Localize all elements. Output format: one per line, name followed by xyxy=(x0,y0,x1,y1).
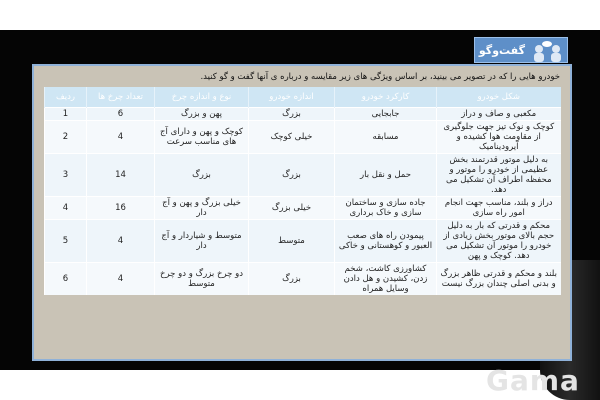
column-header: شکل خودرو xyxy=(437,87,561,107)
column-header: اندازه خودرو xyxy=(249,87,335,107)
table-cell: 5 xyxy=(45,219,87,262)
table-row xyxy=(45,107,561,120)
table-cell: خیلی بزرگ و پهن و آج دار xyxy=(155,196,249,219)
instruction-text: خودرو هایی را که در تصویر می بینید، بر اساس ویژگی های زیر مقایسه و درباره ی آنها گفت و گو کنید. xyxy=(200,72,560,82)
table-cell: پهن و بزرگ xyxy=(155,107,249,120)
table-cell: دو چرخ بزرگ و دو چرخ متوسط xyxy=(155,262,249,295)
table-row xyxy=(45,196,561,219)
people-talking-icon xyxy=(530,40,564,62)
table-cell: کشاورزی کاشت، شخم زدن، کشیدن و هل دادن وسایل همراه xyxy=(335,262,437,295)
table-cell: 14 xyxy=(87,153,155,196)
table-cell: بزرگ xyxy=(249,262,335,295)
comparison-table xyxy=(44,87,561,295)
table-cell: خیلی کوچک xyxy=(249,120,335,153)
table-row xyxy=(45,219,561,262)
table-cell: 6 xyxy=(87,107,155,120)
table-cell: 3 xyxy=(45,153,87,196)
table-cell: مسابقه xyxy=(335,120,437,153)
table-cell: متوسط و شیاردار و آج دار xyxy=(155,219,249,262)
table-cell: محکم و قدرتی که بار به دلیل حجم بالای موتور بخش زیادی از خودرو را موتور آن تشکیل می دهد. کوچک و پهن xyxy=(437,219,561,262)
table-cell: به دلیل موتور قدرتمند بخش عظیمی از خودرو را موتور و محفظه اطراف آن تشکیل می دهد. xyxy=(437,153,561,196)
table-cell: 2 xyxy=(45,120,87,153)
table-cell: مکعبی و صاف و دراز xyxy=(437,107,561,120)
table-cell: خیلی بزرگ xyxy=(249,196,335,219)
table-cell: 1 xyxy=(45,107,87,120)
table-cell: 4 xyxy=(87,120,155,153)
table-cell: جابجایی xyxy=(335,107,437,120)
title-tab xyxy=(474,37,568,63)
table-cell: 4 xyxy=(45,196,87,219)
table-row xyxy=(45,262,561,295)
column-header: نوع و اندازه چرخ xyxy=(155,87,249,107)
content-panel xyxy=(32,64,572,361)
table-cell: بلند و محکم و قدرتی ظاهر بزرگ و بدنی اصلی چندان بزرگ نیست xyxy=(437,262,561,295)
table-cell: بزرگ xyxy=(155,153,249,196)
table-cell: حمل و نقل بار xyxy=(335,153,437,196)
table-cell: کوچک و نوک تیز جهت جلوگیری از مقاومت هوا کشیده و آیرودینامیک xyxy=(437,120,561,153)
table-cell: بزرگ xyxy=(249,153,335,196)
table-cell: متوسط xyxy=(249,219,335,262)
table-cell: جاده سازی و ساختمان سازی و خاک برداری xyxy=(335,196,437,219)
column-header: کارکرد خودرو xyxy=(335,87,437,107)
table-cell: 4 xyxy=(87,262,155,295)
table-cell: 16 xyxy=(87,196,155,219)
column-header: ردیف xyxy=(45,87,87,107)
title: گفت‌وگو xyxy=(478,43,525,57)
column-header: تعداد چرخ ها xyxy=(87,87,155,107)
table-cell: 4 xyxy=(87,219,155,262)
table-cell: کوچک و پهن و دارای آج های مناسب سرعت xyxy=(155,120,249,153)
table-cell: بزرگ xyxy=(249,107,335,120)
watermark-logo: Gama xyxy=(486,364,580,397)
table-cell: دراز و بلند، مناسب جهت انجام امور راه سازی xyxy=(437,196,561,219)
table-row xyxy=(45,120,561,153)
table-cell: پیمودن راه های صعب العبور و کوهستانی و خاکی xyxy=(335,219,437,262)
table-row xyxy=(45,153,561,196)
table-cell: 6 xyxy=(45,262,87,295)
